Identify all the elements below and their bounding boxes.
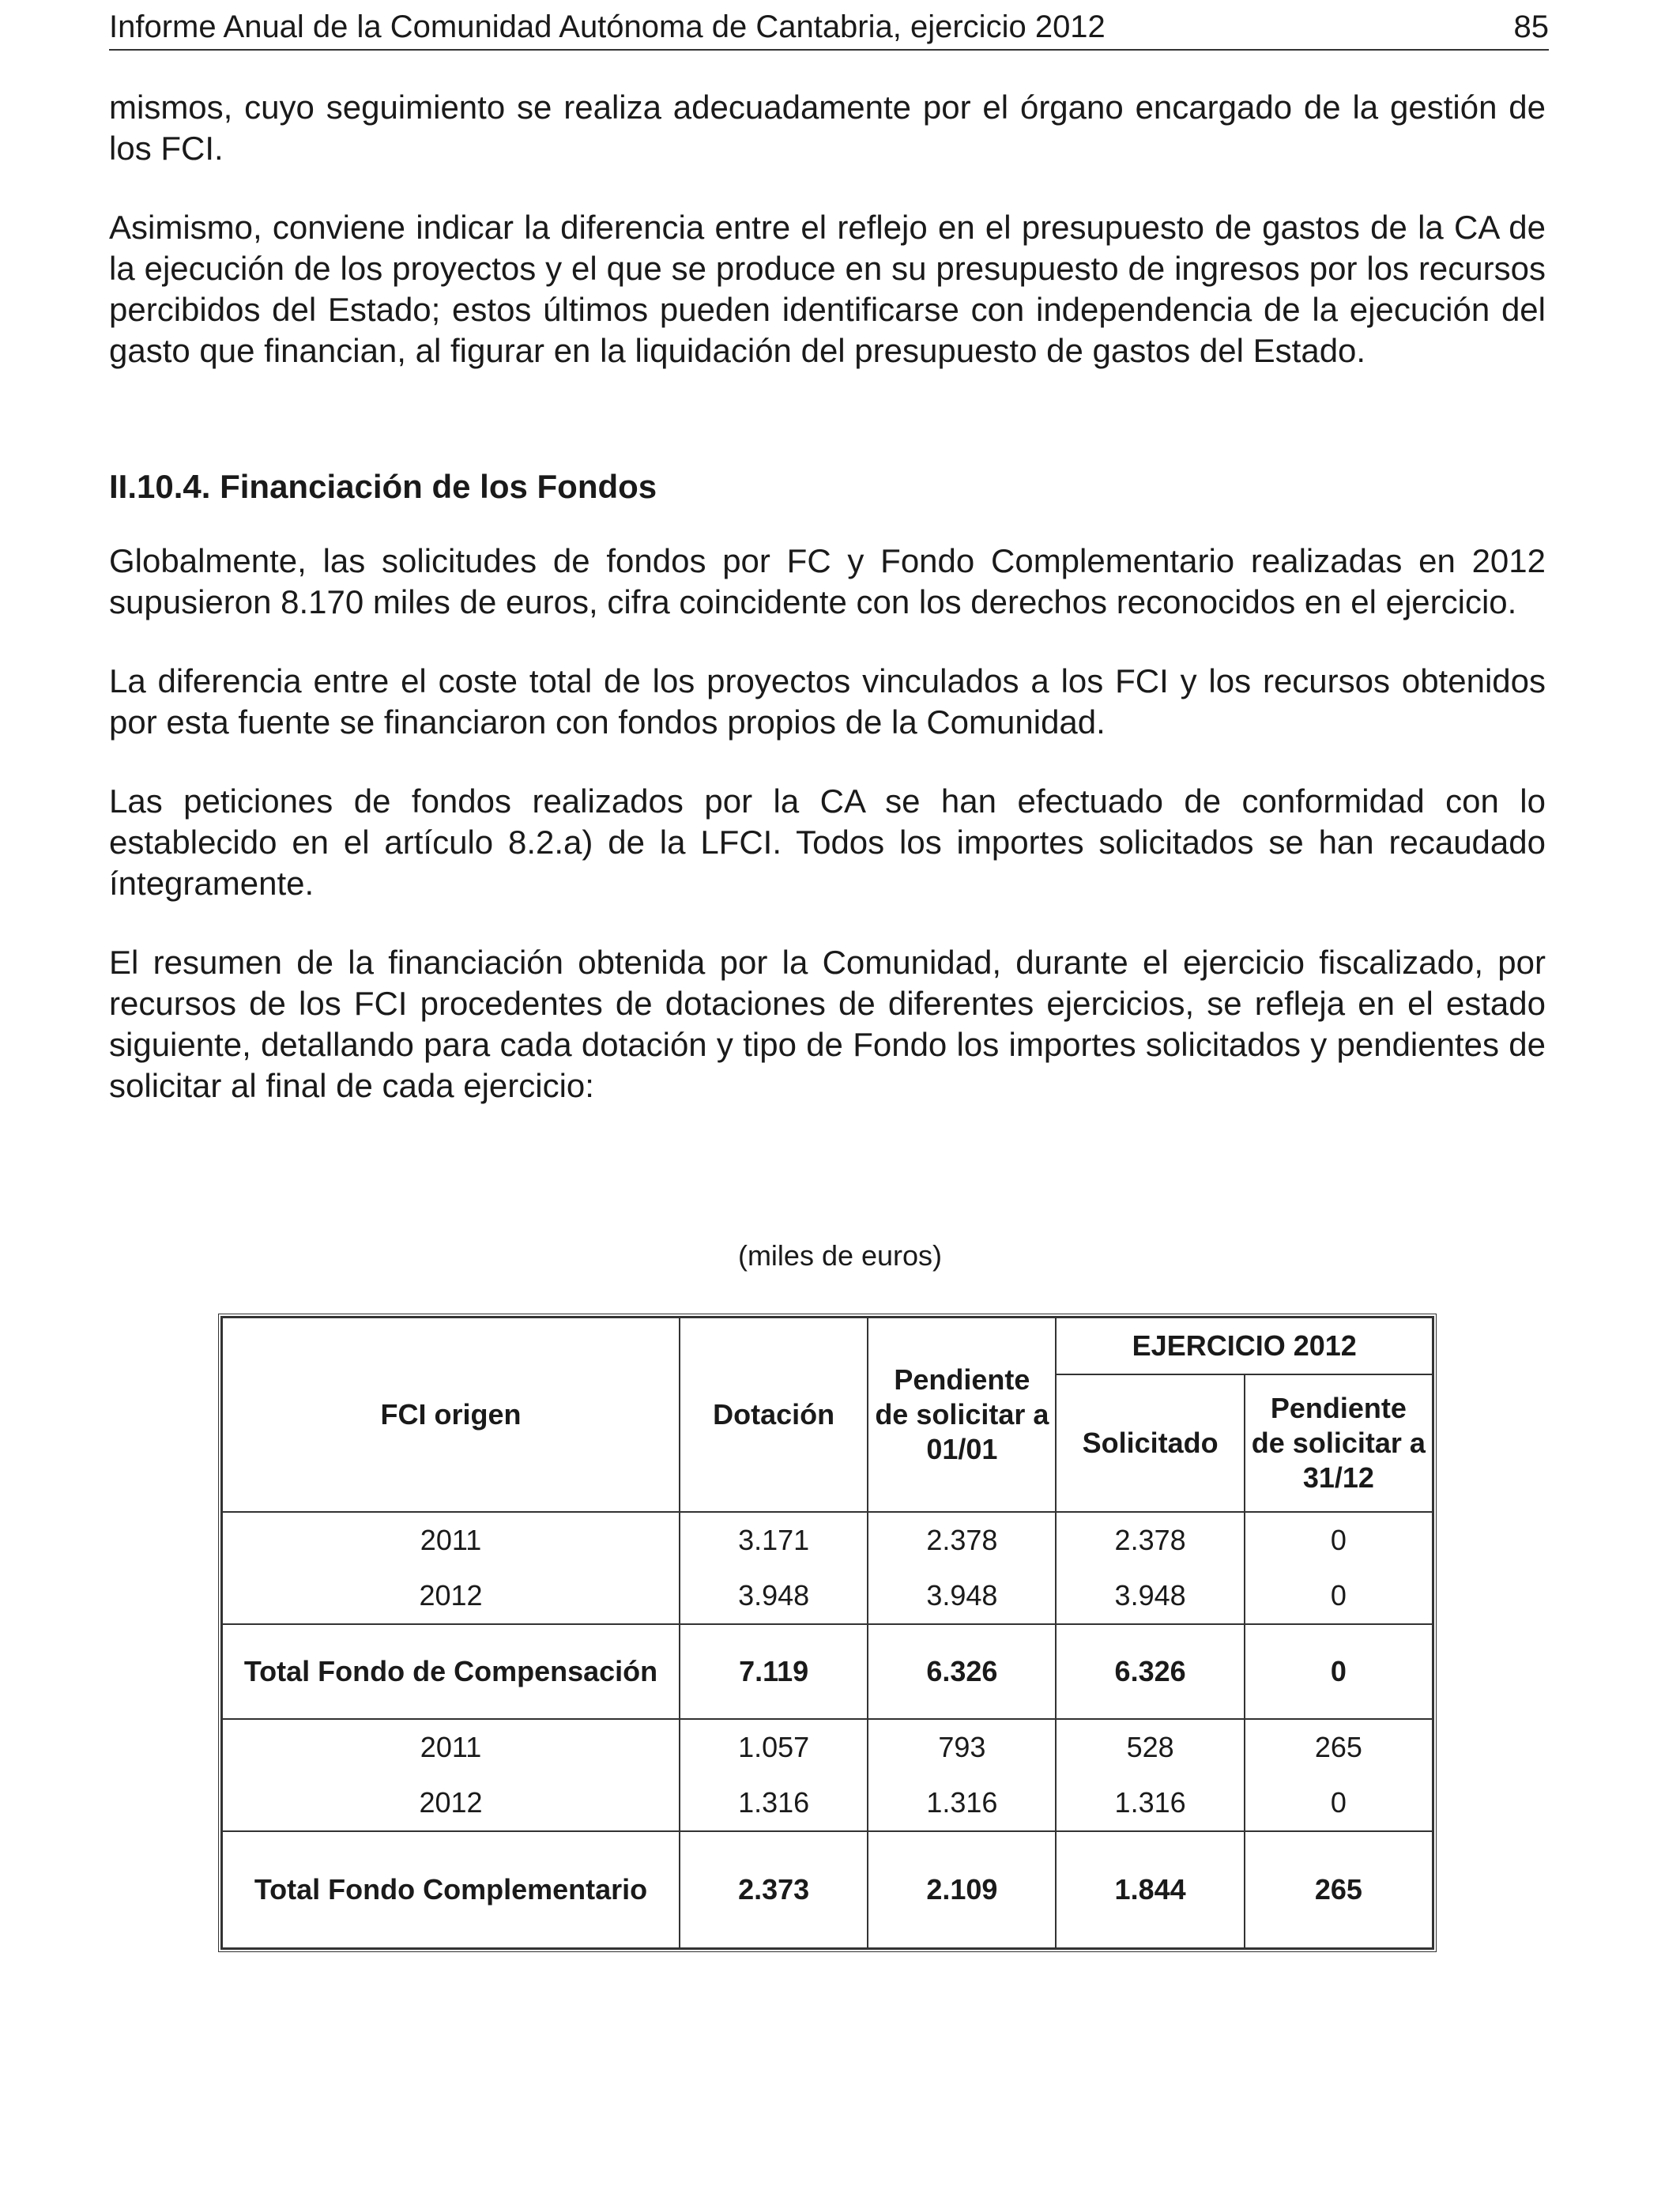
paragraph: Globalmente, las solicitudes de fondos por FC y Fondo Complementario realizadas en 2012 supusieron 8.170 miles de euros, cifra coincidente con los derechos reconocidos en el ejercicio.	[109, 542, 1546, 620]
cell: 2.373	[680, 1831, 868, 1948]
cell: 3.171	[680, 1512, 868, 1568]
header-solicitado: Solicitado	[1056, 1374, 1244, 1512]
cell: 2011	[222, 1512, 680, 1568]
cell: 0	[1245, 1624, 1433, 1719]
funds-table	[218, 1314, 1437, 1952]
header-fci-origen: FCI origen	[222, 1318, 680, 1512]
cell: 265	[1245, 1831, 1433, 1948]
page-number: 85	[1513, 9, 1549, 44]
cell: Total Fondo de Compensación	[222, 1624, 680, 1719]
cell: 2.378	[868, 1512, 1056, 1568]
cell: 1.844	[1056, 1831, 1244, 1948]
paragraph: Asimismo, conviene indicar la diferencia entre el reflejo en el presupuesto de gastos de la CA de la ejecución de los proyectos y el que se produce en su presupuesto de ingresos por los recursos percibidos del Estado; estos últimos pueden identificarse con independencia de la ejecución del gasto que financian, al figurar en la liquidación del presupuesto de gastos del Estado.	[109, 209, 1546, 369]
cell: 1.316	[680, 1775, 868, 1831]
document-body	[109, 87, 1546, 1144]
page-header	[109, 5, 1549, 51]
section-title: II.10.4. Financiación de los Fondos	[109, 468, 657, 505]
cell: 2.109	[868, 1831, 1056, 1948]
cell: 2.378	[1056, 1512, 1244, 1568]
table-total-row	[222, 1831, 1433, 1948]
table-row	[222, 1719, 1433, 1775]
cell: 793	[868, 1719, 1056, 1775]
cell: 7.119	[680, 1624, 868, 1719]
paragraph: mismos, cuyo seguimiento se realiza adecuadamente por el órgano encargado de la gestión de los FCI.	[109, 89, 1546, 167]
table-row	[222, 1775, 1433, 1831]
cell: 2012	[222, 1568, 680, 1624]
cell: Total Fondo Complementario	[222, 1831, 680, 1948]
table-row	[222, 1512, 1433, 1568]
cell: 1.316	[868, 1775, 1056, 1831]
table-row	[222, 1568, 1433, 1624]
header-ejercicio: EJERCICIO 2012	[1056, 1318, 1433, 1374]
header-pendiente-3112: Pendiente de solicitar a 31/12	[1245, 1374, 1433, 1512]
cell: 0	[1245, 1568, 1433, 1624]
paragraph: Las peticiones de fondos realizados por la CA se han efectuado de conformidad con lo establecido en el artículo 8.2.a) de la LFCI. Todos los importes solicitados se han recaudado íntegramente.	[109, 782, 1546, 902]
cell: 3.948	[1056, 1568, 1244, 1624]
cell: 265	[1245, 1719, 1433, 1775]
cell: 2012	[222, 1775, 680, 1831]
paragraph: La diferencia entre el coste total de los proyectos vinculados a los FCI y los recursos obtenidos por esta fuente se financiaron con fondos propios de la Comunidad.	[109, 662, 1546, 741]
cell: 6.326	[1056, 1624, 1244, 1719]
cell: 2011	[222, 1719, 680, 1775]
table-total-row	[222, 1624, 1433, 1719]
header-dotacion: Dotación	[680, 1318, 868, 1512]
header-pendiente-0101: Pendiente de solicitar a 01/01	[868, 1318, 1056, 1512]
paragraph: El resumen de la financiación obtenida por la Comunidad, durante el ejercicio fiscalizado, por recursos de los FCI procedentes de dotaciones de diferentes ejercicios, se refleja en el estado siguiente, detallando para cada dotación y tipo de Fondo los importes solicitados y pendientes de solicitar al final de cada ejercicio:	[109, 944, 1546, 1104]
report-title: Informe Anual de la Comunidad Autónoma de Cantabria, ejercicio 2012	[109, 9, 1106, 44]
table-units: (miles de euros)	[737, 1239, 943, 1272]
cell: 0	[1245, 1512, 1433, 1568]
cell: 1.316	[1056, 1775, 1244, 1831]
cell: 1.057	[680, 1719, 868, 1775]
cell: 0	[1245, 1775, 1433, 1831]
cell: 3.948	[868, 1568, 1056, 1624]
cell: 6.326	[868, 1624, 1056, 1719]
cell: 528	[1056, 1719, 1244, 1775]
cell: 3.948	[680, 1568, 868, 1624]
